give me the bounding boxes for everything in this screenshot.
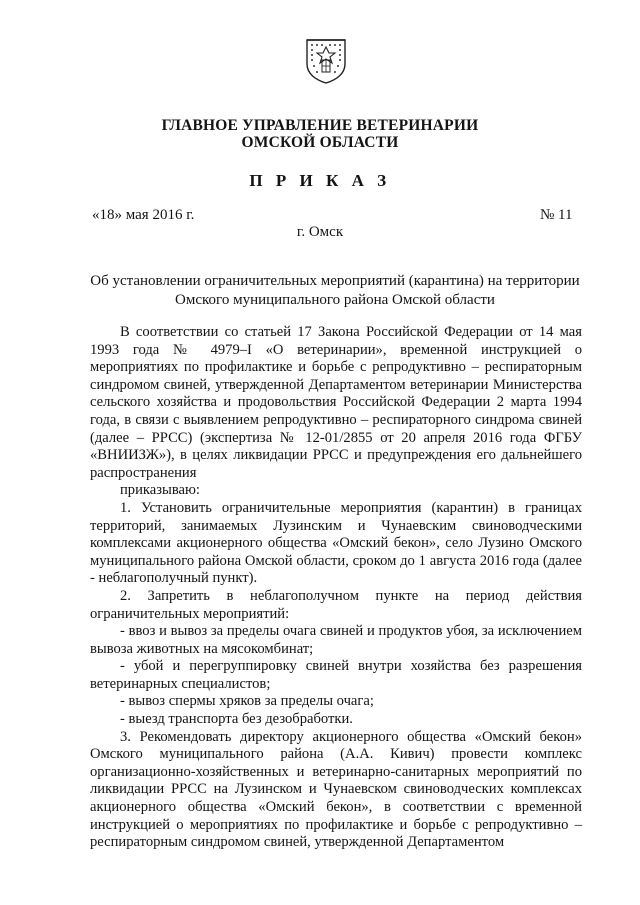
- omsk-region-coat-of-arms-icon: [303, 36, 349, 84]
- order-city: г. Омск: [296, 224, 344, 240]
- organization-name-line1: ГЛАВНОЕ УПРАВЛЕНИЕ ВЕТЕРИНАРИИ: [161, 117, 479, 134]
- order-body: [90, 324, 582, 852]
- preamble-paragraph: В соответствии со статьей 17 Закона Российской Федерации от 14 мая 1993 года № 4979–I «О ветеринарии», временной инструкцией о мероприятиях по профилактике и борьбе с репродуктивно – респираторным синдромом свиней, утвержденной Департаментом ветеринарии Министерства сельского хозяйства и продовольствия Российской Федерации 2 марта 1994 года, в связи с выявлением репродуктивно – респираторного синдрома свиней (далее – РРСС) (экспертиза № 12-01/2855 от 20 апреля 2016 года ФГБУ «ВНИИЗЖ»), в целях ликвидации РРСС и предупреждения его дальнейшего распространения: [90, 324, 582, 481]
- item-2-bullet: - выезд транспорта без дезобработки.: [120, 711, 353, 728]
- subject-line2: Омского муниципального района Омской области: [175, 292, 495, 308]
- order-subject: [90, 272, 580, 310]
- document-title: П Р И К А З: [249, 171, 391, 190]
- organization-name-line2: ОМСКОЙ ОБЛАСТИ: [241, 134, 399, 151]
- item-3-paragraph: 3. Рекомендовать директору акционерного общества «Омский бекон» Омского муниципального района (А.А. Кивич) провести комплекс организационно-хозяйственных и ветеринарно-санитарных мероприятий по ликвидации РРСС на Лузинском и Чунаевском свиноводческих комплексах акционерного общества «Омский бекон», в соответствии с временной инструкцией о мероприятиях по профилактике и борьбе с репродуктивно – респираторным синдромом свиней, утвержденной Департаментом: [90, 728, 582, 851]
- subject-line1: Об установлении ограничительных мероприятий (карантина) на территории: [90, 273, 580, 289]
- item-2-bullet: - убой и перегруппировку свиней внутри хозяйства без разрешения ветеринарных специалистов;: [90, 658, 582, 692]
- item-1-paragraph: 1. Установить ограничительные мероприятия (карантин) в границах территорий, занимаемых Лузинским и Чунаевским свиноводческими комплексами акционерного общества «Омский бекон», село Лузино Омского муниципального района Омской области, сроком до 1 августа 2016 года (далее - неблагополучный пункт).: [90, 499, 582, 587]
- item-2-bullet: - вывоз спермы хряков за пределы очага;: [120, 693, 374, 710]
- item-2-paragraph: 2. Запретить в неблагополучном пункте на период действия ограничительных мероприятий:: [90, 587, 582, 622]
- order-date: «18» мая 2016 г.: [92, 207, 195, 223]
- order-number: № 11: [540, 207, 573, 223]
- item-2-bullet: - ввоз и вывоз за пределы очага свиней и продуктов убоя, за исключением вывоза животных на мясокомбинат;: [90, 623, 582, 657]
- order-word: приказываю:: [120, 482, 200, 499]
